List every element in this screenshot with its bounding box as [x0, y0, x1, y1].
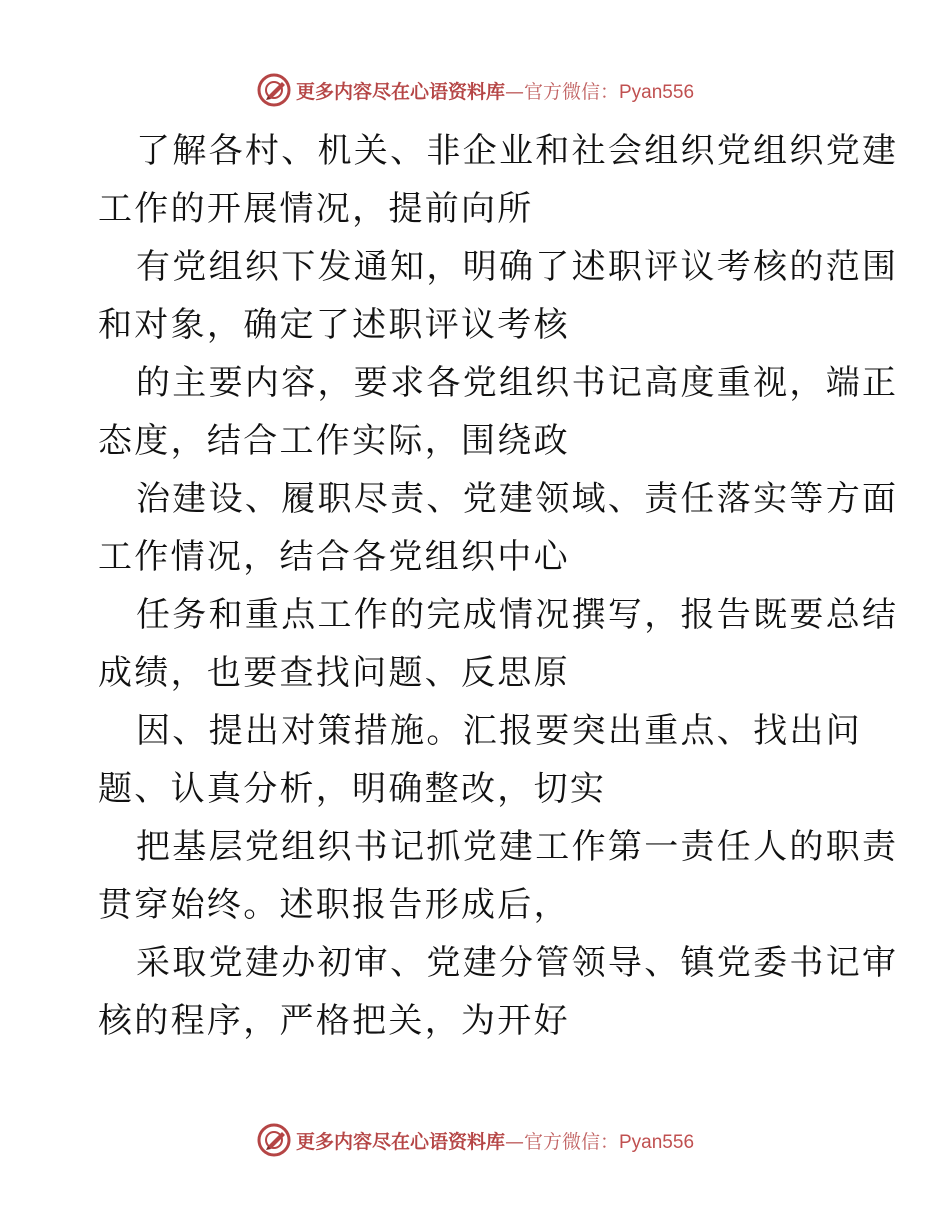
- paragraph-line: 了解各村、机关、非企业和社会组织党组织党建: [136, 131, 899, 171]
- paragraph: [98, 122, 899, 238]
- watermark-label: 官方微信：: [523, 1130, 619, 1153]
- paragraph-line: 因、提出对策措施。汇报要突出重点、找出问: [136, 711, 862, 751]
- watermark-label: 官方微信：: [523, 80, 619, 103]
- watermark-main: 更多内容尽在心语资料库: [295, 80, 505, 103]
- brand-logo-icon: [256, 72, 292, 108]
- paragraph: [98, 586, 899, 702]
- paragraph: [98, 702, 862, 818]
- watermark-separator: —: [504, 1130, 524, 1153]
- header-watermark: [0, 70, 950, 110]
- paragraph-line: 的主要内容，要求各党组织书记高度重视，端正: [136, 363, 899, 403]
- document-body: [98, 122, 899, 1050]
- paragraph-line: 核的程序，严格把关，为开好: [98, 1001, 570, 1041]
- brand-logo-icon: [256, 1122, 292, 1158]
- footer-watermark: [0, 1120, 950, 1160]
- paragraph-line: 成绩，也要查找问题、反思原: [98, 653, 570, 693]
- paragraph: [98, 934, 899, 1050]
- watermark-text: [296, 1127, 694, 1154]
- paragraph-line: 采取党建办初审、党建分管领导、镇党委书记审: [136, 943, 899, 983]
- paragraph: [98, 238, 899, 354]
- paragraph-line: 任务和重点工作的完成情况撰写，报告既要总结: [136, 595, 899, 635]
- paragraph: [98, 354, 899, 470]
- paragraph: [98, 470, 899, 586]
- paragraph-line: 工作情况，结合各党组织中心: [98, 537, 570, 577]
- watermark-main: 更多内容尽在心语资料库: [295, 1130, 505, 1153]
- paragraph-line: 题、认真分析，明确整改，切实: [98, 769, 607, 809]
- paragraph-line: 贯穿始终。述职报告形成后，: [98, 885, 570, 925]
- paragraph-line: 态度，结合工作实际，围绕政: [98, 421, 570, 461]
- watermark-id: Pyan556: [619, 81, 695, 103]
- paragraph-line: 治建设、履职尽责、党建领域、责任落实等方面: [136, 479, 899, 519]
- paragraph-line: 有党组织下发通知，明确了述职评议考核的范围: [136, 247, 899, 287]
- paragraph-line: 把基层党组织书记抓党建工作第一责任人的职责: [136, 827, 899, 867]
- watermark-text: [296, 77, 694, 104]
- paragraph-line: 工作的开展情况，提前向所: [98, 189, 534, 229]
- paragraph-line: 和对象，确定了述职评议考核: [98, 305, 570, 345]
- paragraph: [98, 818, 899, 934]
- watermark-id: Pyan556: [619, 1131, 695, 1153]
- watermark-separator: —: [504, 80, 524, 103]
